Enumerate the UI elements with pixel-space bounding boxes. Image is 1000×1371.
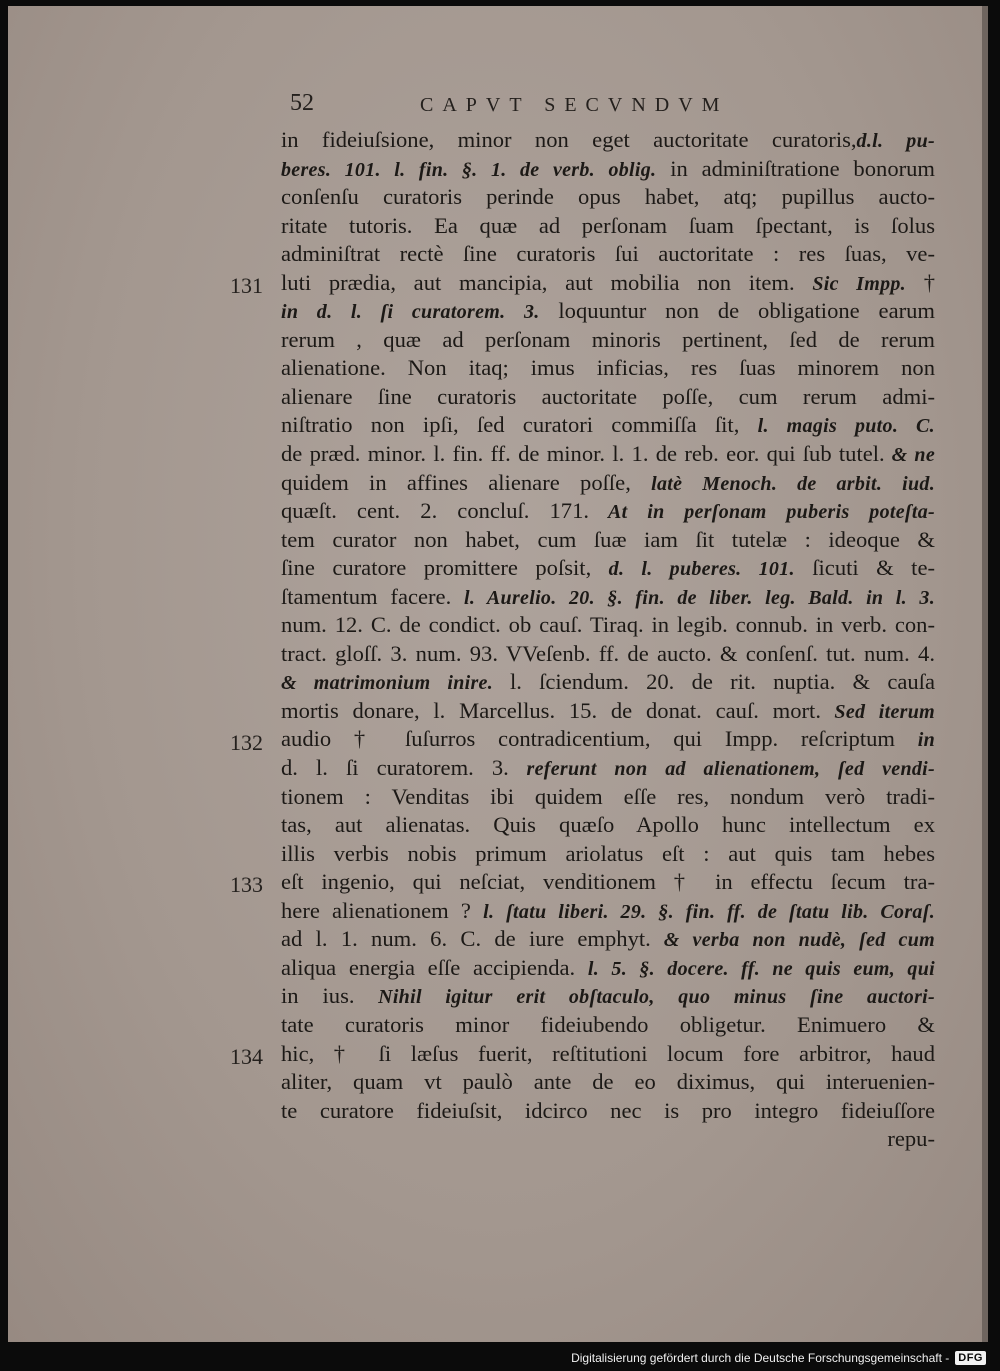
text-line: tionem : Venditas ibi quidem eſſe res, nondum verò tradi- (281, 783, 935, 809)
text-line: beres. 101. l. fin. §. 1. de verb. oblig. in adminiſtratione bonorum (281, 155, 935, 181)
text-line: audio † ſuſurros contradicentium, qui Impp. reſcriptum in (281, 726, 935, 752)
text-line: tract. gloſſ. 3. num. 93. VVeſenb. ff. de aucto. & conſenſ. tut. num. 4. (281, 640, 935, 666)
text-line: rerum , quæ ad perſonam minoris pertinent, ſed de rerum (281, 326, 935, 352)
text-line: aliqua energia eſſe accipienda. l. 5. §. docere. ff. ne quis eum, qui (281, 954, 935, 980)
margin-number-131: 131 (230, 273, 263, 298)
text-line: ſine curatore promittere poſsit, d. l. puberes. 101. ſicuti & te- (281, 555, 935, 581)
text-line: in fideiuſsione, minor non eget auctoritate curatoris,d.l. pu- (281, 127, 935, 152)
text-line: d. l. ſi curatorem. 3. referunt non ad alienationem, ſed vendi- (281, 755, 935, 781)
dfg-logo-icon: DFG (955, 1351, 986, 1365)
text-line: tem curator non habet, cum ſuæ iam ſit tutelæ : ideoque & (281, 526, 935, 552)
text-line: ritate tutoris. Ea quæ ad perſonam ſuam ſpectant, is ſolus (281, 212, 935, 238)
text-line: illis verbis nobis primum ariolatus eſt : aut quis tam hebes (281, 840, 935, 866)
margin-number-134: 134 (230, 1044, 263, 1069)
text-line: adminiſtrat rectè ſine curatoris ſui auctoritate : res ſuas, ve- (281, 241, 935, 267)
text-line: alienatione. Non itaq; imus inficias, res ſuas minorem non (281, 355, 935, 381)
text-line: luti prædia, aut mancipia, aut mobilia non item. Sic Impp. † (281, 269, 935, 295)
text-line: in ius. Nihil igitur erit obſtaculo, quo minus ſine auctori- (281, 983, 935, 1009)
text-line: eſt ingenio, qui neſciat, venditionem † in effectu ſecum tra- (281, 869, 935, 895)
text-line: repu- (887, 1126, 935, 1152)
text-line: in d. l. ſi curatorem. 3. loquuntur non de obligatione earum (281, 298, 935, 324)
text-line: conſenſu curatoris perinde opus habet, atq; pupillus aucto- (281, 184, 935, 210)
page-header (290, 90, 850, 120)
text-line: quæſt. cent. 2. concluſ. 171. At in perſonam puberis poteſta- (281, 498, 935, 524)
text-line: aliter, quam vt paulò ante de eo diximus, qui interuenien- (281, 1069, 935, 1095)
text-line: hic, † ſi læſus fuerit, reſtitutioni locum fore arbitror, haud (281, 1040, 935, 1066)
text-line: tas, aut alienatas. Quis quæſo Apollo hunc intellectum ex (281, 812, 935, 838)
margin-number-132: 132 (230, 730, 263, 755)
text-line: ad l. 1. num. 6. C. de iure emphyt. & verba non nudè, ſed cum (281, 926, 935, 952)
text-line: de præd. minor. l. fin. ff. de minor. l. 1. de reb. eor. qui ſub tutel. & ne (281, 441, 935, 467)
body-text (281, 126, 935, 1154)
text-line: here alienationem ? l. ſtatu liberi. 29. §. fin. ff. de ſtatu lib. Coraſ. (281, 897, 935, 923)
text-line: alienare ſine curatoris auctoritate poſſe, cum rerum admi- (281, 383, 935, 409)
digitization-footer (571, 1349, 986, 1367)
text-line: tate curatoris minor fideiubendo obligetur. Enimuero & (281, 1011, 935, 1037)
text-line: & matrimonium inire. l. ſciendum. 20. de rit. nuptia. & cauſa (281, 669, 935, 695)
margin-number-133: 133 (230, 872, 263, 897)
text-line: num. 12. C. de condict. ob cauſ. Tiraq. in legib. connub. in verb. con- (281, 612, 935, 638)
text-line: ſtamentum facere. l. Aurelio. 20. §. fin. de liber. leg. Bald. in l. 3. (281, 583, 935, 609)
text-line: niſtratio non ipſi, ſed curatori commiſſa ſit, l. magis puto. C. (281, 412, 935, 438)
text-line: te curatore fideiuſsit, idcirco nec is pro integro fideiuſſore (281, 1097, 935, 1123)
page-number: 52 (290, 90, 314, 116)
footer-credit: Digitalisierung gefördert durch die Deutsche Forschungsgemeinschaft - (571, 1351, 950, 1365)
text-line: mortis donare, l. Marcellus. 15. de donat. cauſ. mort. Sed iterum (281, 697, 935, 723)
running-head: CAPVT SECVNDVM (420, 94, 729, 116)
text-line: quidem in affines alienare poſſe, latè Menoch. de arbit. iud. (281, 469, 935, 495)
